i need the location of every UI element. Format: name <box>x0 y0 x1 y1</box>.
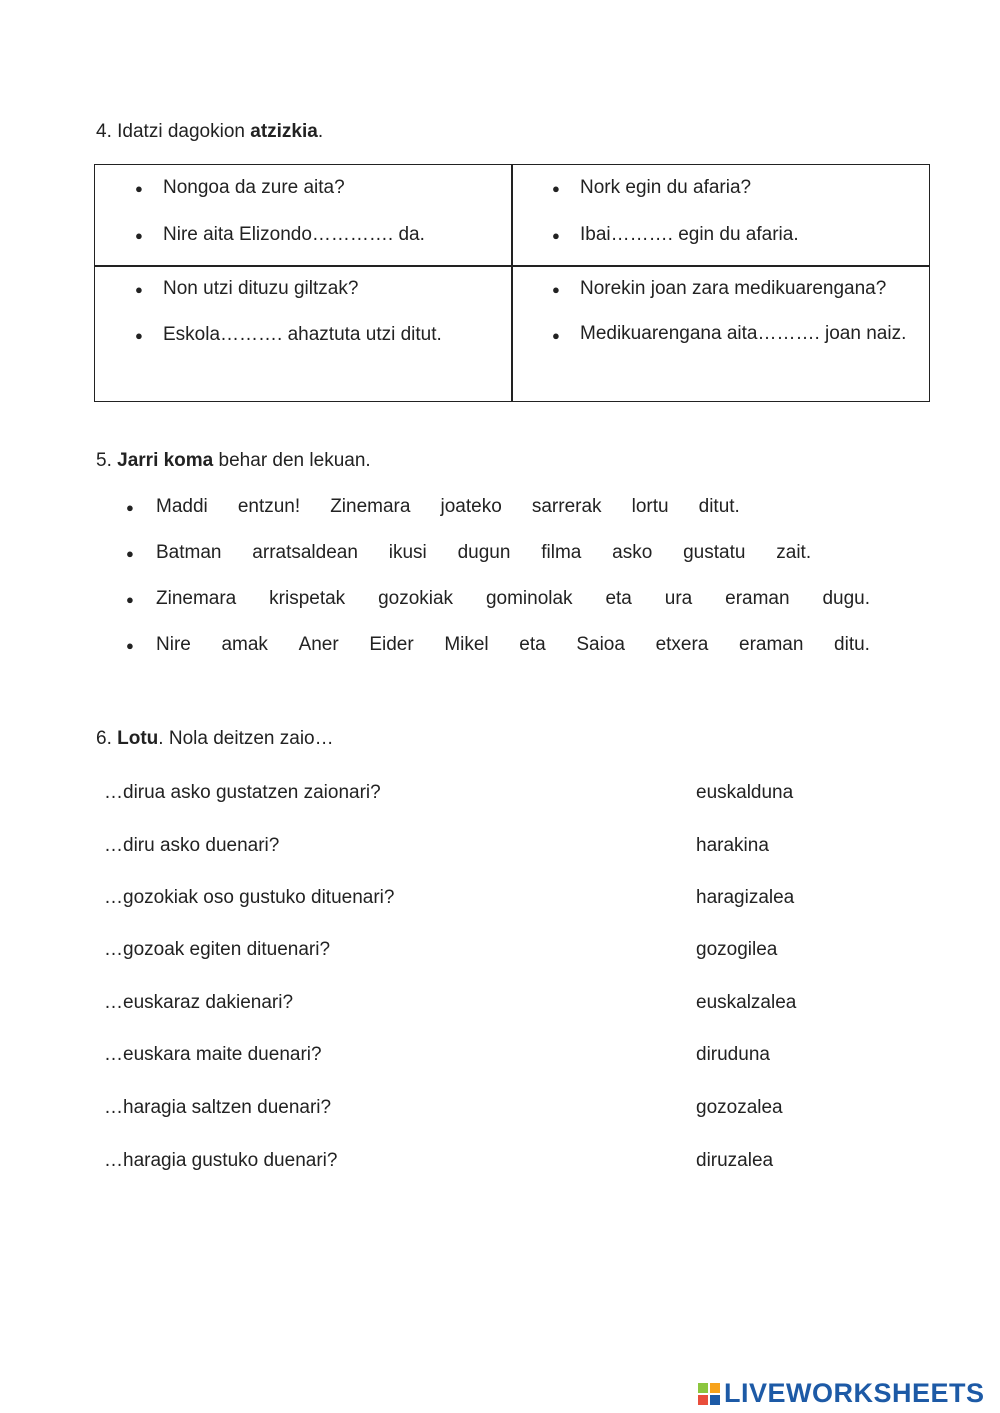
word: Eider <box>369 634 414 655</box>
word: asko <box>612 542 653 563</box>
sentence-words <box>156 496 870 518</box>
heading-text-after: . Nola deitzen zaio… <box>158 728 334 749</box>
word: ura <box>664 588 693 609</box>
word: krispetak <box>269 588 346 609</box>
liveworksheets-logo <box>698 1378 985 1409</box>
word: entzun! <box>237 496 301 517</box>
word: amak <box>221 634 268 655</box>
word: ditut. <box>698 496 740 517</box>
bullet-icon: ● <box>552 228 560 243</box>
word: Zinemara <box>156 588 237 609</box>
question-text: Nork egin du afaria? <box>580 177 752 198</box>
section-4-heading <box>96 121 323 143</box>
question-text: Non utzi dituzu giltzak? <box>163 278 359 299</box>
match-question: …dirua asko gustatzen zaionari? <box>104 782 381 803</box>
match-answer[interactable]: diruzalea <box>696 1150 774 1171</box>
match-question: …gozokiak oso gustuko dituenari? <box>104 887 395 908</box>
bullet-icon: ● <box>135 181 143 196</box>
match-answer[interactable]: haragizalea <box>696 887 795 908</box>
match-answer[interactable]: harakina <box>696 835 769 856</box>
heading-bold: atzizkia <box>250 121 318 142</box>
heading-text-after: . <box>317 121 324 142</box>
spacer <box>842 542 870 564</box>
heading-text-after: behar den lekuan. <box>218 450 371 471</box>
heading-bold: Jarri koma <box>117 450 214 471</box>
comma-sentence-1 <box>126 496 870 518</box>
word: Batman <box>156 542 222 563</box>
match-answer[interactable]: euskalzalea <box>696 992 797 1013</box>
word: Mikel <box>444 634 489 655</box>
match-question: …haragia gustuko duenari? <box>104 1150 338 1171</box>
word: Zinemara <box>330 496 411 517</box>
word: zait. <box>776 542 812 563</box>
logo-square <box>698 1383 708 1393</box>
word: gustatu <box>683 542 746 563</box>
word: joateko <box>440 496 502 517</box>
section-number: 5. <box>96 450 112 471</box>
word: Aner <box>298 634 339 655</box>
bullet-icon: ● <box>126 500 134 515</box>
word: Maddi <box>156 496 208 517</box>
section-number: 6. <box>96 728 112 749</box>
bullet-icon: ● <box>552 328 560 343</box>
answer-blank-text: Eskola………. ahaztuta utzi ditut. <box>163 324 442 345</box>
match-answer[interactable]: diruduna <box>696 1044 770 1065</box>
section-number: 4. <box>96 121 112 142</box>
bullet-icon: ● <box>135 228 143 243</box>
logo-text: LIVEWORKSHEETS <box>724 1378 985 1408</box>
spacer <box>770 496 870 518</box>
word: etxera <box>655 634 709 655</box>
sentence-words <box>156 634 870 656</box>
comma-sentence-4 <box>126 634 870 656</box>
word: gozokiak <box>378 588 454 609</box>
word: eta <box>605 588 632 609</box>
word: eraman <box>739 634 804 655</box>
question-text: Nongoa da zure aita? <box>163 177 345 198</box>
match-question: …euskara maite duenari? <box>104 1044 322 1065</box>
bullet-icon: ● <box>126 592 134 607</box>
bullet-icon: ● <box>135 282 143 297</box>
heading-bold: Lotu <box>117 728 159 749</box>
sentence-words <box>156 542 870 564</box>
match-answer[interactable]: gozozalea <box>696 1097 783 1118</box>
section-5-heading <box>96 450 371 472</box>
logo-squares-icon <box>698 1383 720 1405</box>
word: filma <box>541 542 582 563</box>
bullet-icon: ● <box>126 638 134 653</box>
match-answer[interactable]: gozogilea <box>696 939 778 960</box>
sentence-words <box>156 588 870 610</box>
answer-blank-text: Medikuarengana aita………. joan naiz. <box>580 323 907 344</box>
question-text: Norekin joan zara medikuarengana? <box>580 278 887 299</box>
bullet-icon: ● <box>552 181 560 196</box>
answer-blank-text: Nire aita Elizondo…………. da. <box>163 224 425 245</box>
match-question: …euskaraz dakienari? <box>104 992 294 1013</box>
word: arratsaldean <box>252 542 358 563</box>
heading-text: Idatzi dagokion <box>117 121 245 142</box>
logo-square <box>710 1383 720 1393</box>
word: ikusi <box>388 542 427 563</box>
match-answer[interactable]: euskalduna <box>696 782 794 803</box>
word: eta <box>519 634 546 655</box>
logo-square <box>710 1395 720 1405</box>
section-6-heading <box>96 728 334 750</box>
bullet-icon: ● <box>552 282 560 297</box>
word: ditu. <box>834 634 870 655</box>
word: dugun <box>457 542 511 563</box>
bullet-icon: ● <box>126 546 134 561</box>
word: lortu <box>631 496 669 517</box>
answer-blank-text: Ibai………. egin du afaria. <box>580 224 799 245</box>
word: eraman <box>725 588 790 609</box>
bullet-icon: ● <box>135 328 143 343</box>
word: Nire <box>156 634 191 655</box>
word: gominolak <box>485 588 573 609</box>
comma-sentence-2 <box>126 542 870 564</box>
comma-sentence-3 <box>126 588 870 610</box>
suffix-table <box>94 164 930 402</box>
match-question: …haragia saltzen duenari? <box>104 1097 332 1118</box>
table-divider-vertical <box>511 165 513 401</box>
word: dugu. <box>822 588 870 609</box>
word: sarrerak <box>531 496 602 517</box>
match-question: …diru asko duenari? <box>104 835 280 856</box>
word: Saioa <box>576 634 625 655</box>
table-divider-horizontal <box>95 265 929 267</box>
match-question: …gozoak egiten dituenari? <box>104 939 331 960</box>
logo-square <box>698 1395 708 1405</box>
